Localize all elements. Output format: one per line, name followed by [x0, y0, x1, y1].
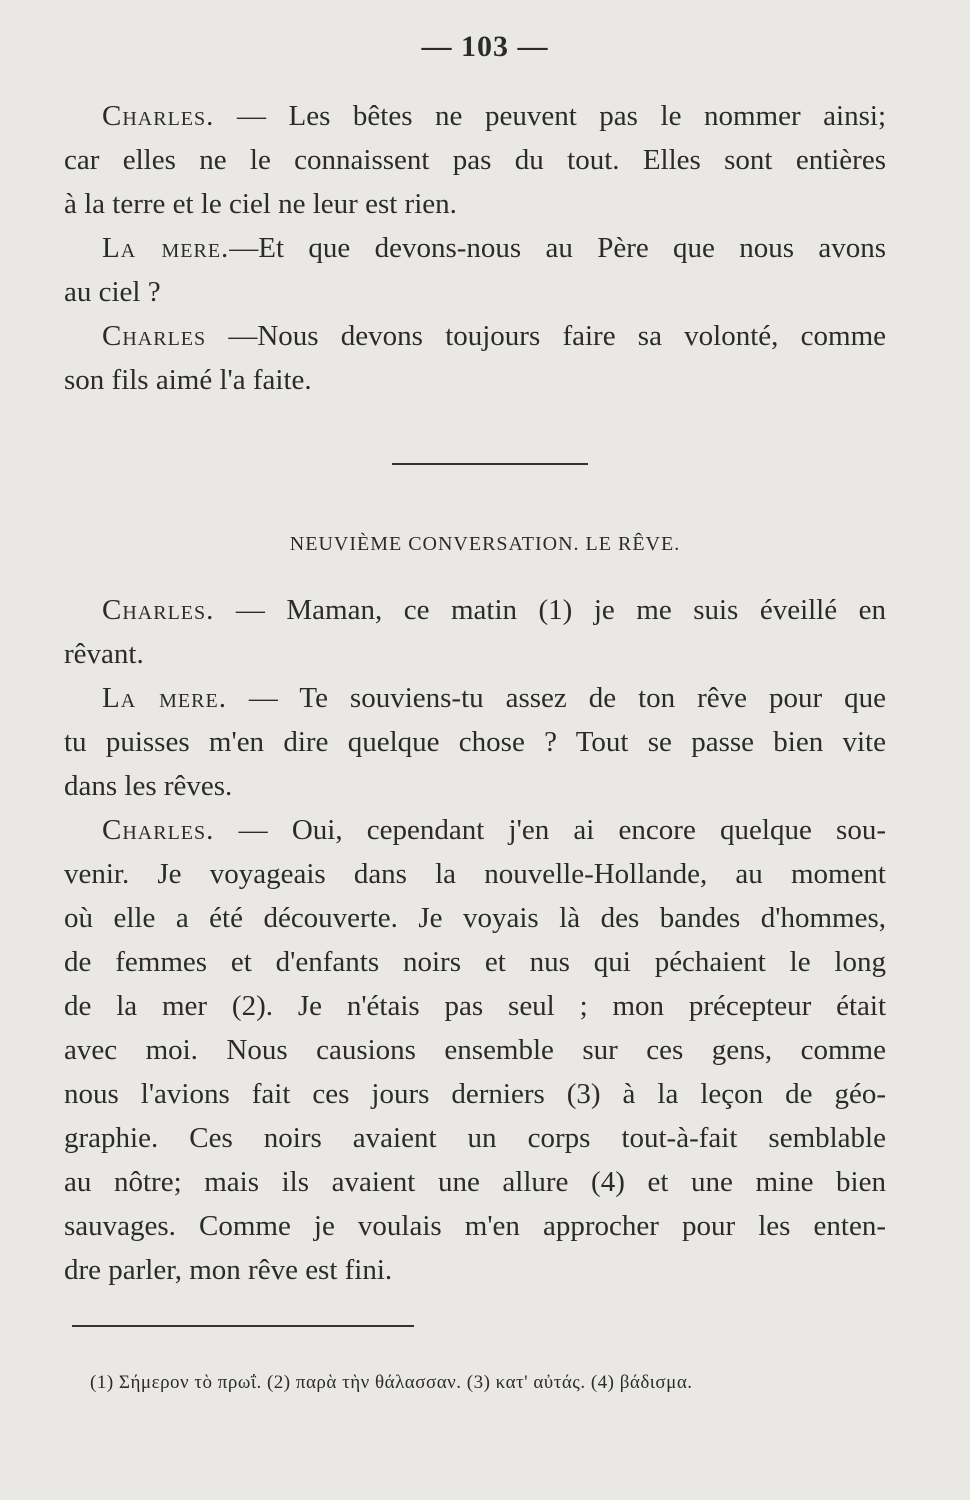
text-line: La mere. — Te souviens-tu assez de ton rêve pour que: [102, 682, 887, 714]
text-line: graphie. Ces noirs avaient un corps tout-à-fait semblable: [64, 1122, 886, 1154]
text-line: venir. Je voyageais dans la nouvelle-Hollande, au moment: [64, 858, 886, 890]
text-line: Charles —Nous devons toujours faire sa volonté, comme: [102, 320, 886, 352]
section-heading: NEUVIÈME CONVERSATION. LE RÊVE.: [289, 533, 681, 555]
text-line: La mere.—Et que devons-nous au Père que nous avons: [102, 232, 886, 264]
text-line: Charles. — Oui, cependant j'en ai encore quelque sou-: [102, 814, 886, 846]
text-line: nous l'avions fait ces jours derniers (3) à la leçon de géo-: [64, 1078, 886, 1110]
text-line: avec moi. Nous causions ensemble sur ces gens, comme: [64, 1034, 886, 1066]
text-line: car elles ne le connaissent pas du tout. Elles sont entières: [64, 144, 886, 176]
text-line: Charles. — Maman, ce matin (1) je me suis éveillé en: [102, 594, 886, 626]
text-line: dre parler, mon rêve est fini.: [64, 1254, 393, 1286]
text-line: où elle a été découverte. Je voyais là des bandes d'hommes,: [64, 902, 886, 934]
text-line: au nôtre; mais ils avaient une allure (4) et une mine bien: [64, 1166, 886, 1198]
text-line: rêvant.: [64, 638, 144, 670]
page-number: — 103 —: [421, 30, 549, 63]
text-line: à la terre et le ciel ne leur est rien.: [64, 188, 457, 220]
text-line: au ciel ?: [64, 276, 161, 308]
text-line: de la mer (2). Je n'étais pas seul ; mon précepteur était: [64, 990, 886, 1022]
section-2-text: [64, 588, 886, 1292]
text-line: tu puisses m'en dire quelque chose ? Tout se passe bien vite: [64, 726, 886, 758]
text-line: de femmes et d'enfants noirs et nus qui péchaient le long: [64, 946, 886, 978]
text-line: son fils aimé l'a faite.: [64, 364, 312, 396]
text-line: Charles. — Les bêtes ne peuvent pas le nommer ainsi;: [102, 100, 886, 132]
section-1-text: [64, 94, 886, 402]
text-line: sauvages. Comme je voulais m'en approcher pour les enten-: [64, 1210, 886, 1242]
section-divider: [392, 463, 588, 465]
footnotes: (1) Σήμερον τὸ πρωΐ. (2) παρὰ τὴν θάλασσαν. (3) κατ' αὐτάς. (4) βάδισμα.: [90, 1372, 693, 1393]
footnote-rule: [72, 1325, 414, 1327]
text-line: dans les rêves.: [64, 770, 233, 802]
